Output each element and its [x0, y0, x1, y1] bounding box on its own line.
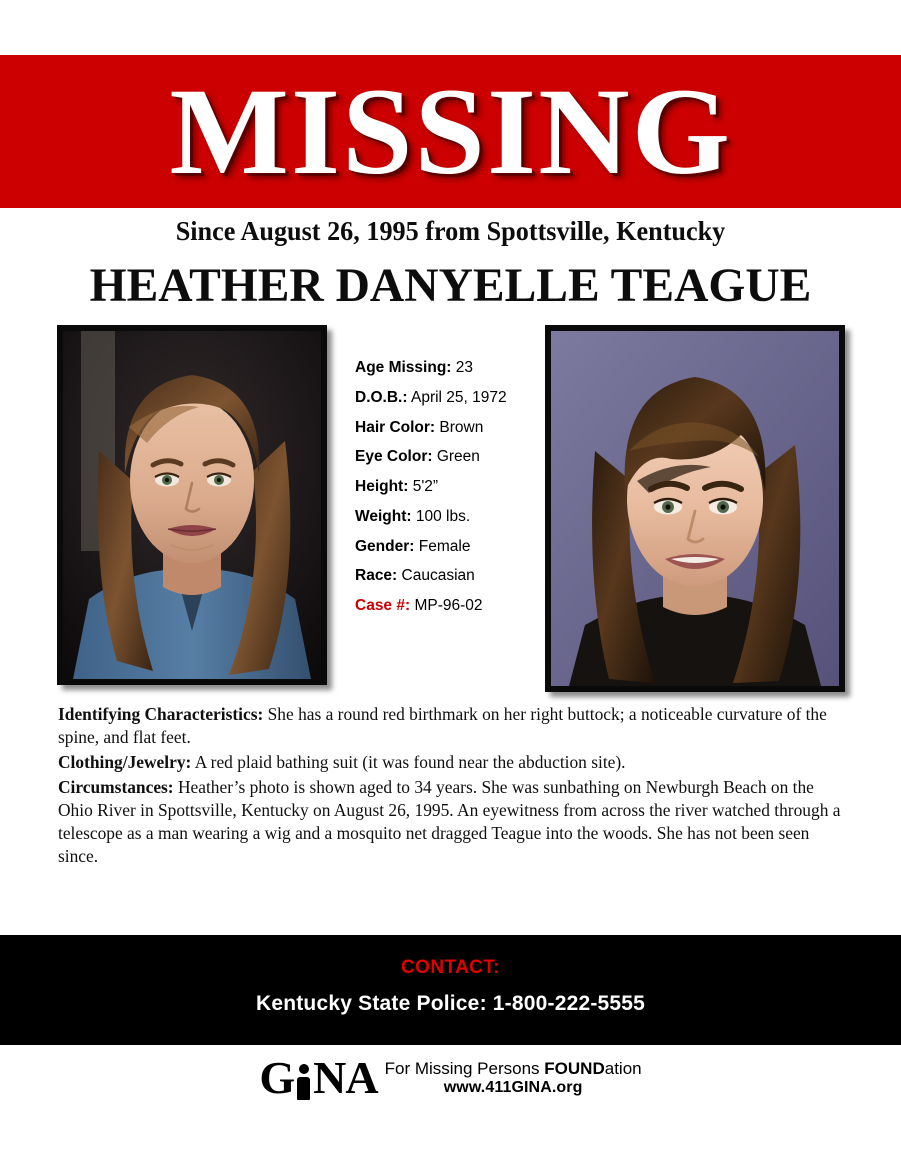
gina-tagline-found: FOUND [544, 1058, 605, 1078]
gina-wordmark [259, 1052, 378, 1103]
clothing-jewelry [58, 751, 848, 774]
gina-wordmark-na: NA [313, 1052, 378, 1103]
clothing-jewelry-label: Clothing/Jewelry: [58, 751, 192, 772]
attribute-eye-color [355, 449, 545, 465]
photo-age-progressed-image [551, 331, 839, 686]
attribute-value: 23 [455, 359, 474, 376]
gina-tagline-suffix: ation [604, 1058, 642, 1078]
circumstances [58, 776, 848, 868]
attribute-weight [355, 509, 545, 525]
attribute-value: 100 lbs. [415, 507, 471, 525]
photo-original [57, 325, 327, 685]
gina-wordmark-g: G [259, 1052, 295, 1103]
description-block [58, 703, 848, 870]
person-figure-body [297, 1077, 310, 1100]
person-name-heading: HEATHER DANYELLE TEAGUE [89, 259, 812, 312]
circumstances-text: Heather’s photo is shown aged to 34 years. She was sunbathing on Newburgh Beach on the Ohio River in Spottsville, Kentucky on August 26, 1995. An eyewitness from across the river watched through a telescope as a man wearing a wig and a mosquito net dragged Teague into the woods. She has not been seen since. [58, 776, 841, 866]
attribute-age-missing [355, 360, 545, 376]
missing-since-line: Since August 26, 1995 from Spottsville, Kentucky [175, 216, 726, 246]
gina-logo-text [385, 1059, 642, 1098]
missing-banner [0, 55, 901, 208]
attribute-hair-color [355, 420, 545, 436]
identifying-characteristics-text: She has a round red birthmark on her right buttock; a noticeable curvature of the spine, and flat feet. [58, 704, 827, 747]
attribute-label: Gender: [355, 537, 415, 555]
attribute-value: MP-96-02 [414, 597, 483, 615]
attribute-value: Female [418, 537, 471, 555]
gina-tagline [385, 1059, 642, 1079]
photo-original-image [63, 331, 321, 679]
identifying-characteristics-label: Identifying Characteristics: [58, 704, 264, 724]
contact-banner [0, 935, 901, 1045]
attribute-race [355, 568, 545, 584]
attribute-value: 5'2” [412, 478, 439, 496]
gina-tagline-prefix: For Missing Persons [384, 1058, 545, 1078]
attribute-gender [355, 539, 545, 555]
attribute-label: D.O.B.: [355, 388, 408, 406]
person-figure-head [299, 1064, 309, 1074]
attribute-label: Case #: [355, 597, 411, 615]
identifying-characteristics [58, 703, 848, 749]
gina-foundation-logo [0, 1052, 901, 1103]
contact-title: CONTACT: [401, 957, 500, 978]
attribute-value: Brown [439, 418, 484, 436]
attribute-label: Age Missing: [355, 359, 452, 376]
attribute-height [355, 479, 545, 495]
person-figure-icon [295, 1064, 312, 1100]
attribute-value: Caucasian [401, 567, 475, 585]
attribute-case-number [355, 598, 545, 614]
attribute-dob [355, 390, 545, 406]
clothing-jewelry-text: A red plaid bathing suit (it was found near the abduction site). [194, 751, 626, 772]
circumstances-label: Circumstances: [58, 776, 174, 797]
gina-website-url[interactable]: www.411GINA.org [443, 1078, 583, 1096]
photo-age-progressed [545, 325, 845, 692]
attribute-label: Weight: [355, 507, 412, 525]
attribute-value: April 25, 1972 [410, 388, 507, 406]
attribute-value: Green [436, 448, 480, 466]
missing-headline: MISSING [169, 62, 732, 200]
attribute-label: Race: [355, 567, 398, 585]
attribute-label: Eye Color: [355, 448, 433, 466]
attribute-label: Hair Color: [355, 418, 436, 436]
attribute-label: Height: [355, 478, 409, 496]
attribute-list [355, 360, 545, 628]
contact-agency-phone[interactable]: Kentucky State Police: 1-800-222-5555 [255, 992, 646, 1015]
